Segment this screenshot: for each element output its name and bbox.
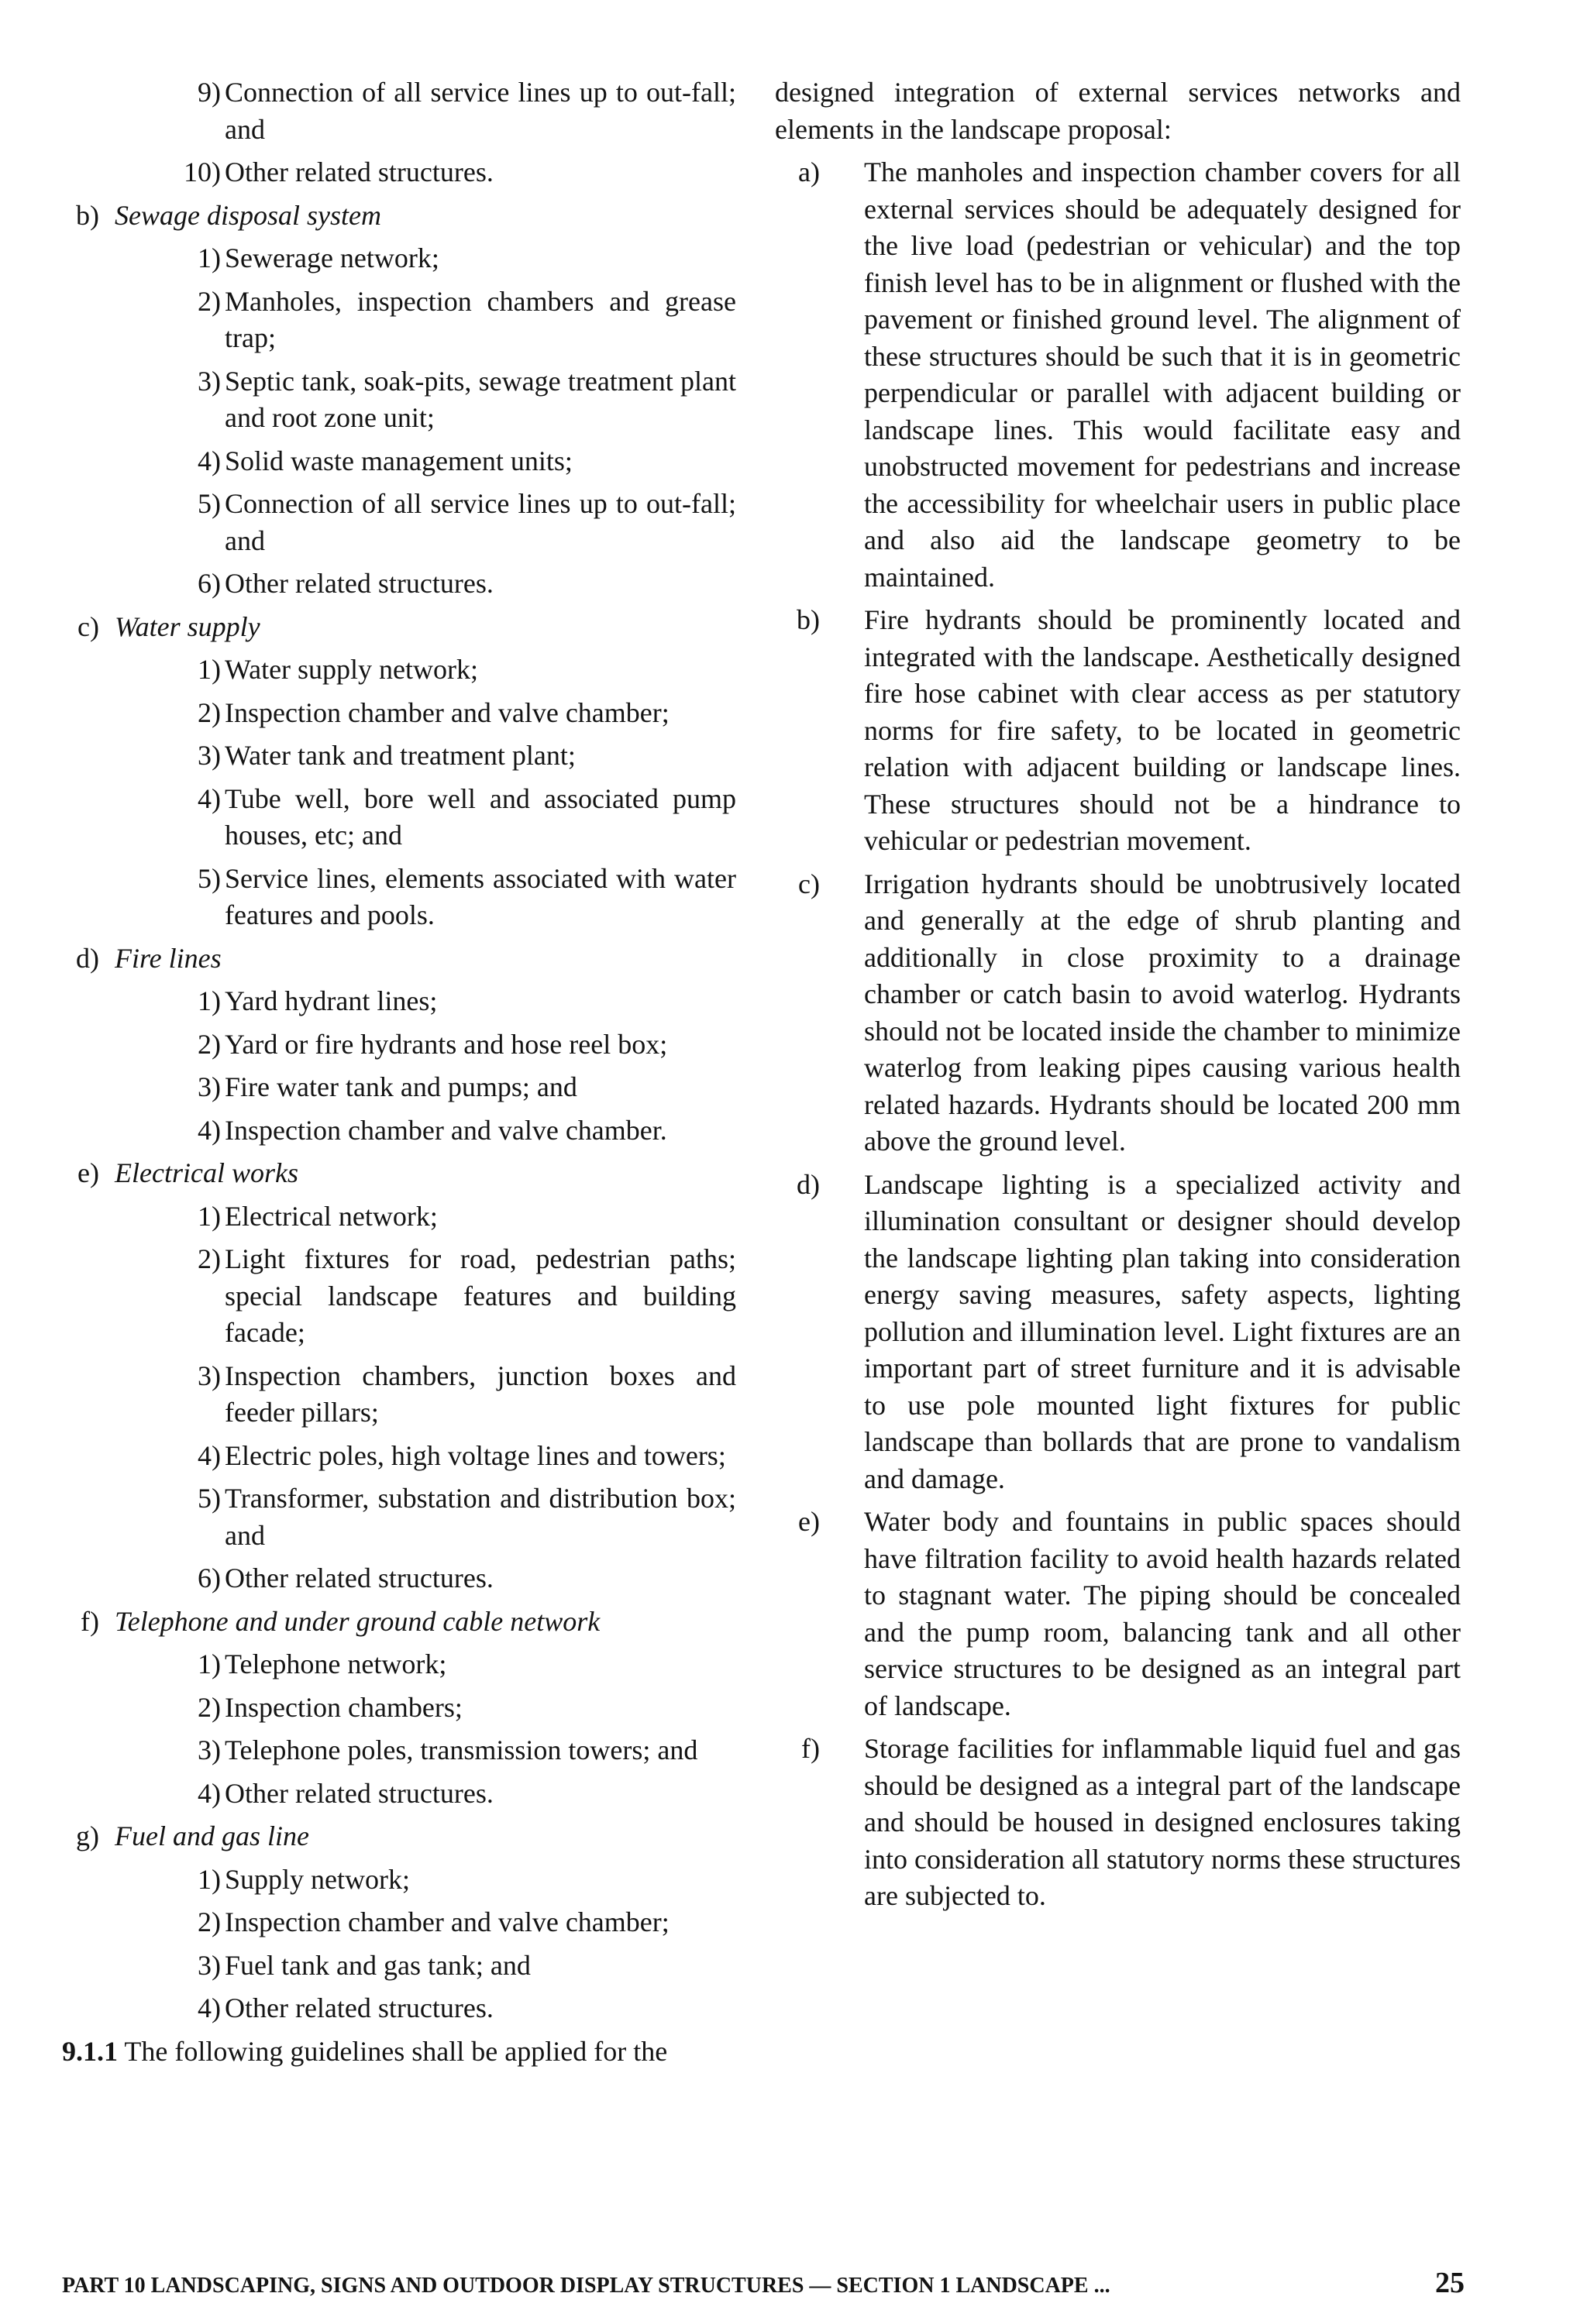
- sections: [62, 198, 736, 2027]
- section-c: [62, 609, 736, 934]
- item-number: b): [797, 604, 820, 635]
- item-number: f): [81, 1605, 99, 1637]
- list-item: [62, 284, 736, 357]
- item-number: e): [77, 1157, 99, 1188]
- item-text: Other related structures.: [225, 568, 494, 599]
- item-number: 3): [198, 1949, 221, 1981]
- item-number: 3): [198, 1071, 221, 1102]
- item-text: Sewerage network;: [225, 242, 439, 273]
- item-number: 2): [198, 696, 221, 728]
- item-number: 9): [198, 77, 221, 108]
- guideline-e: [775, 1504, 1461, 1724]
- section-heading: [62, 1818, 736, 1855]
- right-column: [775, 74, 1461, 1921]
- item-text: Electrical works: [115, 1157, 298, 1188]
- list-item: [62, 1560, 736, 1597]
- list-item: [62, 1948, 736, 1985]
- item-number: 5): [198, 488, 221, 519]
- item-number: 4): [198, 1992, 221, 2023]
- item-text: Service lines, elements associated with water features and pools.: [225, 862, 736, 930]
- item-text: Other related structures.: [225, 1992, 494, 2023]
- item-number: 3): [198, 1734, 221, 1765]
- item-text: Fire water tank and pumps; and: [225, 1071, 577, 1102]
- item-text: Water supply network;: [225, 654, 479, 685]
- item-number: d): [76, 942, 99, 974]
- list-item: [62, 74, 736, 148]
- item-number: 3): [198, 365, 221, 397]
- item-number: 2): [198, 285, 221, 317]
- list-item: [62, 486, 736, 559]
- item-text: Telephone network;: [225, 1648, 447, 1679]
- item-text: Telephone and under ground cable network: [115, 1605, 601, 1637]
- item-text: Inspection chamber and valve chamber.: [225, 1114, 667, 1146]
- list-item: [62, 1112, 736, 1150]
- section-heading: [62, 1604, 736, 1641]
- list-item: [62, 1690, 736, 1727]
- item-text: Water body and fountains in public spaces should have filtration facility to avoid health hazards related to stagnant water. The piping should be concealed and the pump room, balancing tank and all other service structures to be designed as an integral part of landscape.: [864, 1506, 1461, 1721]
- item-number: 4): [198, 782, 221, 814]
- clause-text: The following guidelines shall be applied for the: [124, 2035, 668, 2067]
- item-number: 2): [198, 1243, 221, 1274]
- item-text: Supply network;: [225, 1863, 410, 1895]
- item-text: Manholes, inspection chambers and grease trap;: [225, 285, 736, 353]
- left-column: [62, 74, 736, 2070]
- clause-9-1-1: [62, 2033, 736, 2071]
- section-f: [62, 1604, 736, 1813]
- item-text: Storage facilities for inflammable liquid fuel and gas should be designed as a integral part of the landscape and should be housed in designed enclosures taking into consideration all statutory norms these structures are subjected to.: [864, 1733, 1461, 1911]
- item-text: Irrigation hydrants should be unobtrusively located and generally at the edge of shrub planting and additionally in close proximity to a drainage chamber or catch basin to avoid waterlog. Hydrants should not be located inside the chamber to minimize waterlog from leaking pipes causing various health related hazards. Hydrants should be located 200 mm above the ground level.: [864, 868, 1461, 1157]
- item-number: 1): [198, 1200, 221, 1232]
- item-number: 2): [198, 1691, 221, 1723]
- item-number: c): [798, 868, 820, 899]
- item-number: 3): [198, 1360, 221, 1391]
- item-text: Fuel and gas line: [115, 1820, 309, 1851]
- list-item: [62, 1776, 736, 1813]
- guideline-f: [775, 1731, 1461, 1915]
- list-item: [62, 1358, 736, 1432]
- item-text: Transformer, substation and distribution box; and: [225, 1483, 736, 1551]
- item-text: Other related structures.: [225, 1777, 494, 1809]
- item-text: The manholes and inspection chamber covers for all external services should be adequately designed for the live load (pedestrian or vehicular) and the top finish level has to be in alignment or flushed with the pavement or finished ground level. The alignment of these structures should be such that it is in geometric perpendicular or parallel with adjacent building or landscape lines. This would facilitate easy and unobstructed movement for pedestrians and increase the accessibility for wheelchair users in public place and also aid the landscape geometry to be maintained.: [864, 156, 1461, 593]
- list-item: [62, 651, 736, 689]
- item-text: Inspection chambers;: [225, 1691, 463, 1723]
- section-heading: [62, 1155, 736, 1192]
- item-number: 10): [184, 156, 221, 187]
- list-item: [62, 363, 736, 437]
- list-item: [62, 1026, 736, 1064]
- item-number: 1): [198, 1648, 221, 1679]
- list-item: [62, 1069, 736, 1106]
- item-number: 6): [198, 1563, 221, 1593]
- item-text: Electrical network;: [225, 1200, 438, 1232]
- item-number: b): [76, 199, 99, 231]
- page-footer: [62, 2266, 1465, 2305]
- list-item: [62, 566, 736, 603]
- right-intro: designed integration of external services networks and elements in the landscape proposal:: [775, 77, 1461, 145]
- item-number: 1): [198, 985, 221, 1016]
- item-text: Water tank and treatment plant;: [225, 740, 576, 771]
- item-number: f): [801, 1733, 820, 1764]
- item-text: Yard hydrant lines;: [225, 985, 438, 1016]
- page-number: 25: [1435, 2267, 1465, 2299]
- footer-title: PART 10 LANDSCAPING, SIGNS AND OUTDOOR DISPLAY STRUCTURES — SECTION 1 LANDSCAPE ...: [62, 2274, 1110, 2298]
- item-number: 5): [198, 862, 221, 894]
- section-heading: [62, 940, 736, 978]
- list-item: [62, 983, 736, 1020]
- item-text: Sewage disposal system: [115, 199, 381, 231]
- list-item: [62, 443, 736, 480]
- section-heading: [62, 609, 736, 646]
- item-text: Yard or fire hydrants and hose reel box;: [225, 1028, 668, 1060]
- clause-number: 9.1.1: [62, 2035, 118, 2067]
- item-text: Inspection chambers, junction boxes and feeder pillars;: [225, 1360, 736, 1428]
- section-g: [62, 1818, 736, 2027]
- section-b: [62, 198, 736, 603]
- item-number: 4): [198, 1439, 221, 1471]
- list-item: [62, 695, 736, 732]
- list-item: [62, 1438, 736, 1475]
- item-text: Water supply: [115, 610, 260, 642]
- item-text: Other related structures.: [225, 156, 494, 187]
- list-item: [62, 861, 736, 934]
- item-text: Light fixtures for road, pedestrian paths; special landscape features and building facade;: [225, 1243, 736, 1348]
- item-number: 1): [198, 654, 221, 685]
- item-number: 5): [198, 1483, 221, 1514]
- item-number: 1): [198, 1863, 221, 1895]
- list-item: [62, 1732, 736, 1769]
- list-item: [62, 1480, 736, 1554]
- section-e: [62, 1155, 736, 1597]
- item-text: Solid waste management units;: [225, 445, 573, 476]
- item-text: Connection of all service lines up to out-fall; and: [225, 488, 736, 556]
- list-item: [62, 1646, 736, 1683]
- item-text: Fire hydrants should be prominently located and integrated with the landscape. Aesthetically designed fire hose cabinet with clear access as per statutory norms for fire safety, to be located in geometric relation with adjacent building or landscape lines. These structures should not be a hindrance to vehicular or pedestrian movement.: [864, 604, 1461, 856]
- section-heading: [62, 198, 736, 235]
- section-d: [62, 940, 736, 1150]
- item-number: 2): [198, 1028, 221, 1060]
- list-item: [62, 781, 736, 854]
- list-item: [62, 1862, 736, 1899]
- item-text: Landscape lighting is a specialized activity and illumination consultant or designer should develop the landscape lighting plan taking into consideration energy saving measures, safety aspects, lighting pollution and illumination level. Light fixtures are an important part of street furniture and it is advisable to use pole mounted light fixtures for public landscape than bollards that are prone to vandalism and damage.: [864, 1168, 1461, 1494]
- list-item: [62, 1904, 736, 1941]
- item-number: c): [77, 610, 99, 642]
- item-number: 4): [198, 1777, 221, 1809]
- item-number: e): [798, 1506, 820, 1537]
- item-number: d): [797, 1168, 820, 1200]
- item-text: Electric poles, high voltage lines and towers;: [225, 1439, 726, 1471]
- item-number: 3): [198, 740, 221, 771]
- item-number: 1): [198, 242, 221, 273]
- item-number: 4): [198, 445, 221, 476]
- item-text: Fuel tank and gas tank; and: [225, 1949, 531, 1981]
- item-text: Tube well, bore well and associated pump houses, etc; and: [225, 782, 736, 851]
- item-text: Other related structures.: [225, 1563, 494, 1593]
- item-text: Septic tank, soak-pits, sewage treatment plant and root zone unit;: [225, 365, 736, 433]
- guideline-a: [775, 154, 1461, 596]
- item-text: Connection of all service lines up to out-fall; and: [225, 77, 736, 145]
- list-item: [62, 1241, 736, 1352]
- list-item: [62, 737, 736, 775]
- item-number: g): [76, 1820, 99, 1851]
- item-number: 6): [198, 568, 221, 599]
- item-number: a): [798, 156, 820, 187]
- list-item: [62, 154, 736, 191]
- item-number: 2): [198, 1906, 221, 1937]
- list-item: [62, 240, 736, 277]
- item-number: 4): [198, 1114, 221, 1146]
- guideline-c: [775, 866, 1461, 1160]
- guideline-b: [775, 602, 1461, 860]
- list-item: [62, 1198, 736, 1236]
- guideline-d: [775, 1167, 1461, 1498]
- item-text: Telephone poles, transmission towers; and: [225, 1734, 698, 1765]
- top-items: [62, 74, 736, 191]
- list-item: [62, 1990, 736, 2027]
- item-text: Fire lines: [115, 942, 222, 974]
- item-text: Inspection chamber and valve chamber;: [225, 696, 670, 728]
- item-text: Inspection chamber and valve chamber;: [225, 1906, 670, 1937]
- guideline-list: [775, 154, 1461, 1915]
